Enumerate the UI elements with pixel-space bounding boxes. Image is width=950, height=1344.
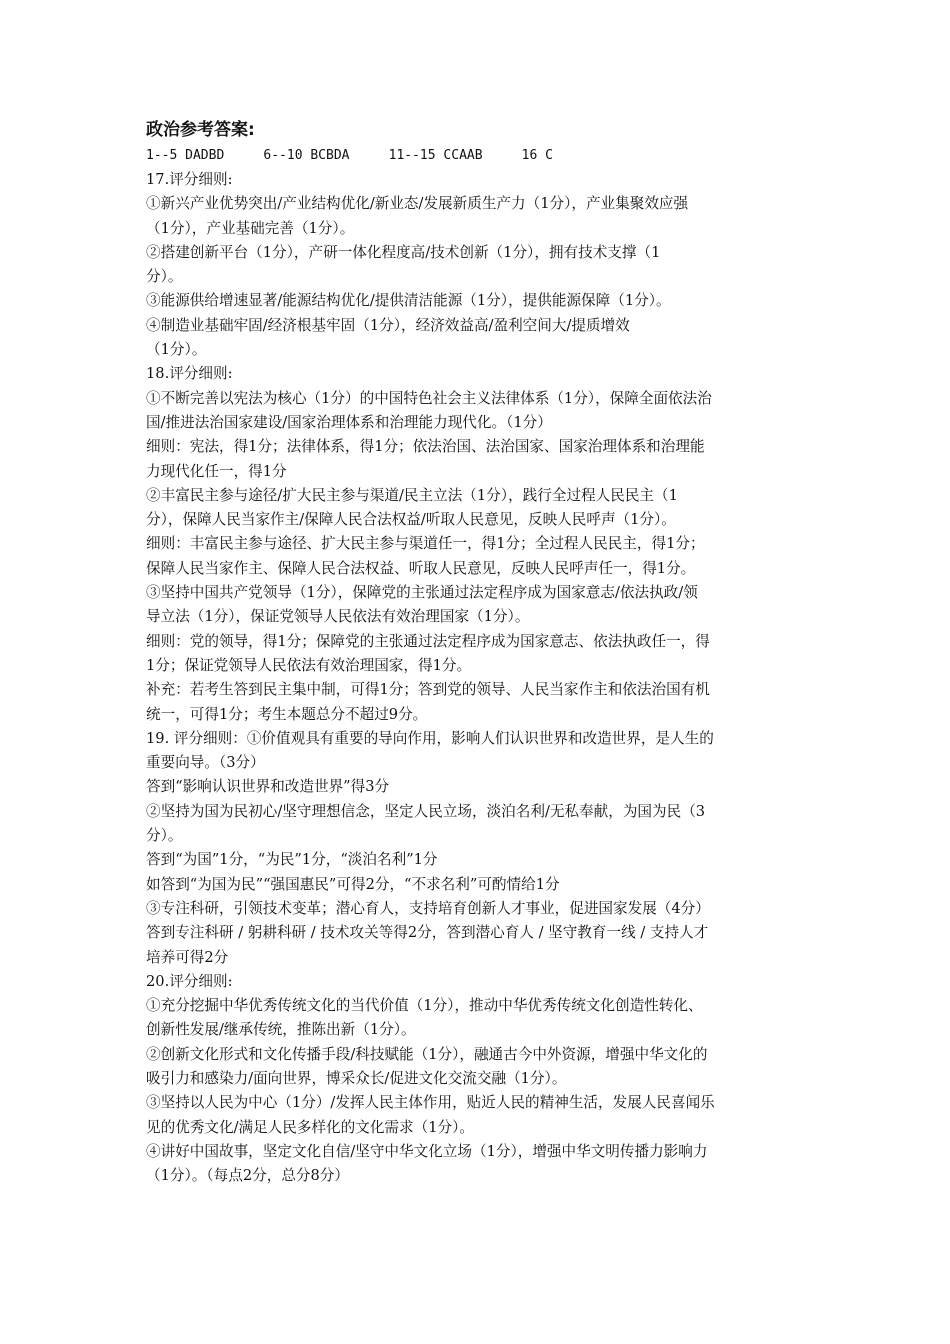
text-line: ②坚持为国为民初心/坚守理想信念，坚定人民立场，淡泊名利/无私奉献，为国为民（3 <box>146 802 706 820</box>
text-line: 吸引力和感染力/面向世界，博采众长/促进文化交流交融（1分）。 <box>146 1069 567 1087</box>
text-line: ③坚持以人民为中心（1分）/发挥人民主体作用，贴近人民的精神生活，发展人民喜闻乐 <box>146 1094 715 1112</box>
text-line: （1分）。（每点2分，总分8分） <box>146 1167 349 1185</box>
text-line: ②丰富民主参与途径/扩大民主参与渠道/民主立法（1分），践行全过程人民民主（1 <box>146 486 678 504</box>
section-heading-20: 20.评分细则: <box>146 972 233 990</box>
text-line: 答到专注科研 / 躬耕科研 / 技术攻关等得2分，答到潜心育人 / 坚守教育一线 / 支持人才 <box>146 924 709 942</box>
document-title: 政治参考答案: <box>146 120 255 140</box>
text-line: 1分；保证党领导人民依法有效治理国家，得1分。 <box>146 656 472 674</box>
answer-document <box>146 118 814 1188</box>
text-line: ②搭建创新平台（1分），产研一体化程度高/技术创新（1分），拥有技术支撑（1 <box>146 243 661 261</box>
text-line: 分），保障人民当家作主/保障人民合法权益/听取人民意见，反映人民呼声（1分）。 <box>146 511 676 529</box>
text-line: ②创新文化形式和文化传播手段/科技赋能（1分），融通古今中外资源，增强中华文化的 <box>146 1045 708 1063</box>
text-line: 创新性发展/继承传统，推陈出新（1分）。 <box>146 1021 416 1039</box>
text-line: ④讲好中国故事，坚定文化自信/坚守中华文化立场（1分），增强中华文明传播力影响力 <box>146 1142 708 1160</box>
text-line: 国/推进法治国家建设/国家治理体系和治理能力现代化。（1分） <box>146 413 552 431</box>
text-line: 力现代化任一，得1分 <box>146 462 287 480</box>
text-line: ①充分挖掘中华优秀传统文化的当代价值（1分），推动中华优秀传统文化创造性转化、 <box>146 997 703 1015</box>
text-line: 统一，可得1分；考生本题总分不超过9分。 <box>146 705 428 723</box>
text-line: ①新兴产业优势突出/产业结构优化/新业态/发展新质生产力（1分），产业集聚效应强 <box>146 195 689 213</box>
text-line: 细则：丰富民主参与途径、扩大民主参与渠道任一，得1分；全过程人民民主，得1分； <box>146 535 705 553</box>
text-line: 如答到“为国为民”“强国惠民”可得2分，“不求名利”可酌情给1分 <box>146 875 560 893</box>
text-line: 答到“影响认识世界和改造世界”得3分 <box>146 778 390 796</box>
text-line: ④制造业基础牢固/经济根基牢固（1分），经济效益高/盈利空间大/提质增效 <box>146 316 630 334</box>
text-line: 保障人民当家作主、保障人民合法权益、听取人民意见，反映人民呼声任一，得1分。 <box>146 559 696 577</box>
text-line: （1分），产业基础完善（1分）。 <box>146 219 355 237</box>
text-line: 培养可得2分 <box>146 948 229 966</box>
section-heading-17: 17.评分细则: <box>146 171 233 188</box>
multiple-choice-answers: 1--5 DADBD 6--10 BCBDA 11--15 CCAAB 16 C <box>146 148 553 163</box>
text-line: 细则：党的领导，得1分；保障党的主张通过法定程序成为国家意志、依法执政任一，得 <box>146 632 710 650</box>
text-line: 导立法（1分），保证党领导人民依法有效治理国家（1分）。 <box>146 608 530 626</box>
grading-details <box>146 168 814 1188</box>
section-heading-18: 18.评分细则: <box>146 365 233 383</box>
text-line: 见的优秀文化/满足人民多样化的文化需求（1分）。 <box>146 1118 474 1136</box>
text-line: ③能源供给增速显著/能源结构优化/提供清洁能源（1分），提供能源保障（1分）。 <box>146 292 671 310</box>
text-line: 细则：宪法，得1分；法律体系，得1分；依法治国、法治国家、国家治理体系和治理能 <box>146 438 705 456</box>
section-heading-19: 19. 评分细则：①价值观具有重要的导向作用，影响人们认识世界和改造世界，是人生的 <box>146 729 714 747</box>
text-line: （1分）。 <box>146 341 207 359</box>
text-line: 重要向导。（3分） <box>146 754 265 772</box>
text-line: 答到“为国”1分，“为民”1分，“淡泊名利”1分 <box>146 851 438 869</box>
text-line: ③专注科研，引领技术变革；潜心育人，支持培育创新人才事业，促进国家发展（4分） <box>146 899 710 917</box>
text-line: 补充：若考生答到民主集中制，可得1分；答到党的领导、人民当家作主和依法治国有机 <box>146 681 710 699</box>
text-line: 分）。 <box>146 268 183 286</box>
text-line: ①不断完善以宪法为核心（1分）的中国特色社会主义法律体系（1分），保障全面依法治 <box>146 389 712 407</box>
text-line: ③坚持中国共产党领导（1分），保障党的主张通过法定程序成为国家意志/依法执政/领 <box>146 584 698 602</box>
text-line: 分）。 <box>146 827 183 845</box>
